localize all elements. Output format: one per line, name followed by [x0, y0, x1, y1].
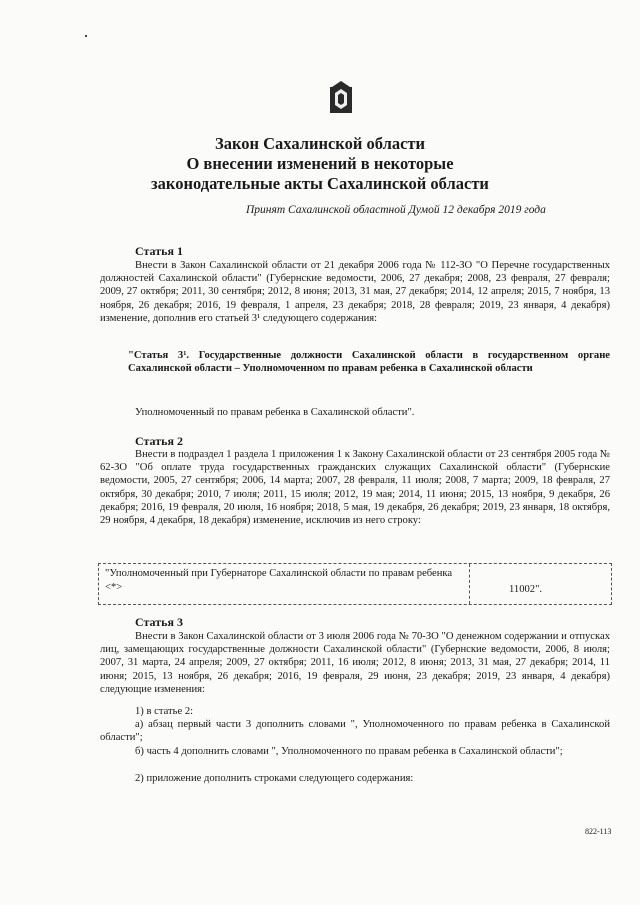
article-2-text: Внести в подраздел 1 раздела 1 приложения 1 к Закону Сахалинской области от 23 сентября 2005 года № 62-ЗО "Об оплате труда государственных гражданских служащих Сахалинской области" (Губернские ведомости, 2005, 27 сентября; 2006, 14 марта; 2007, 28 февраля, 11 июля; 2008, 7 марта; 2009, 18 февраля, 27 октября, 30 декабря; 2010, 7 июля; 2011, 15 июля; 2012, 19 мая; 2014, 11 июня; 2015, 13 ноября, 9 декабря, 26 декабря; 2016, 19 февраля, 20 июля, 16 ноября; 2018, 5 мая, 19 декабря, 26 декабря; 2019, 23 января, 18 октября, 29 ноября, 4 декабря, 18 декабря) изменение, исключив из него строку: — [100, 449, 610, 527]
article-1-inserted-text: Уполномоченный по правам ребенка в Сахалинской области". — [135, 407, 415, 418]
table-cell-code: 11002". — [509, 584, 543, 595]
article-1-heading: Статья 1 — [135, 244, 183, 258]
article-3-item-1: 1) в статье 2: — [135, 706, 194, 717]
article-3-item-1a: а) абзац первый части 3 дополнить словами ", Уполномоченного по правам ребенка в Сахалинской области"; — [100, 719, 610, 744]
article-1-inserted-title: "Статья 3¹. Государственные должности Сахалинской области в государственном органе Сахалинской области – Уполномоченном по правам ребенка в Сахалинской области — [128, 350, 610, 375]
article-3-item-1b: б) часть 4 дополнить словами ", Уполномоченного по правам ребенка в Сахалинской области"; — [135, 746, 563, 757]
article-3-heading: Статья 3 — [135, 615, 183, 629]
law-subtitle-line2: законодательные акты Сахалинской области — [151, 174, 489, 193]
coat-of-arms-icon — [329, 81, 353, 115]
law-title: Закон Сахалинской области — [214, 134, 426, 153]
table-divider — [469, 564, 470, 604]
article-3-text: Внести в Закон Сахалинской области от 3 июля 2006 года № 70-ЗО "О денежном содержании и отпусках лиц, замещающих государственные должности Сахалинской области" (Губернские ведомости, 2006, 8 июля; 2007, 31 марта, 24 апреля; 2009, 27 октября; 2011, 16 июля; 2012, 8 июня; 2013, 31 мая, 27 декабря; 2014, 11 июня; 2015, 13 ноября, 26 декабря; 2016, 19 февраля, 29 июня, 23 декабря; 2019, 23 января, 4 декабря) следующие изменения: — [100, 631, 610, 695]
law-subtitle-line1: О внесении изменений в некоторые — [186, 154, 454, 173]
excluded-row-table — [98, 563, 612, 605]
scan-mark — [85, 35, 87, 37]
adoption-note: Принят Сахалинской областной Думой 12 декабря 2019 года — [246, 204, 546, 216]
article-3-item-2: 2) приложение дополнить строками следующего содержания: — [135, 773, 414, 784]
article-2-heading: Статья 2 — [135, 434, 183, 448]
document-code: 822-113 — [585, 827, 612, 836]
table-cell-position: "Уполномоченный при Губернаторе Сахалинской области по правам ребенка <*> — [105, 568, 453, 593]
article-1-text: Внести в Закон Сахалинской области от 21 декабря 2006 года № 112-ЗО "О Перечне государственных должностей Сахалинской области" (Губернские ведомости, 2006, 27 декабря; 2008, 23 февраля, 27 февраля; 2009, 27 октября; 2011, 30 сентября; 2012, 8 июня; 2013, 31 мая, 27 декабря; 2014, 12 апреля; 2015, 7 ноября, 13 ноября, 26 декабря; 2016, 19 февраля, 1 апреля, 23 декабря; 2018, 28 февраля; 2019, 23 января, 4 декабря) изменение, дополнив его статьей 3¹ следующего содержания: — [100, 260, 610, 324]
